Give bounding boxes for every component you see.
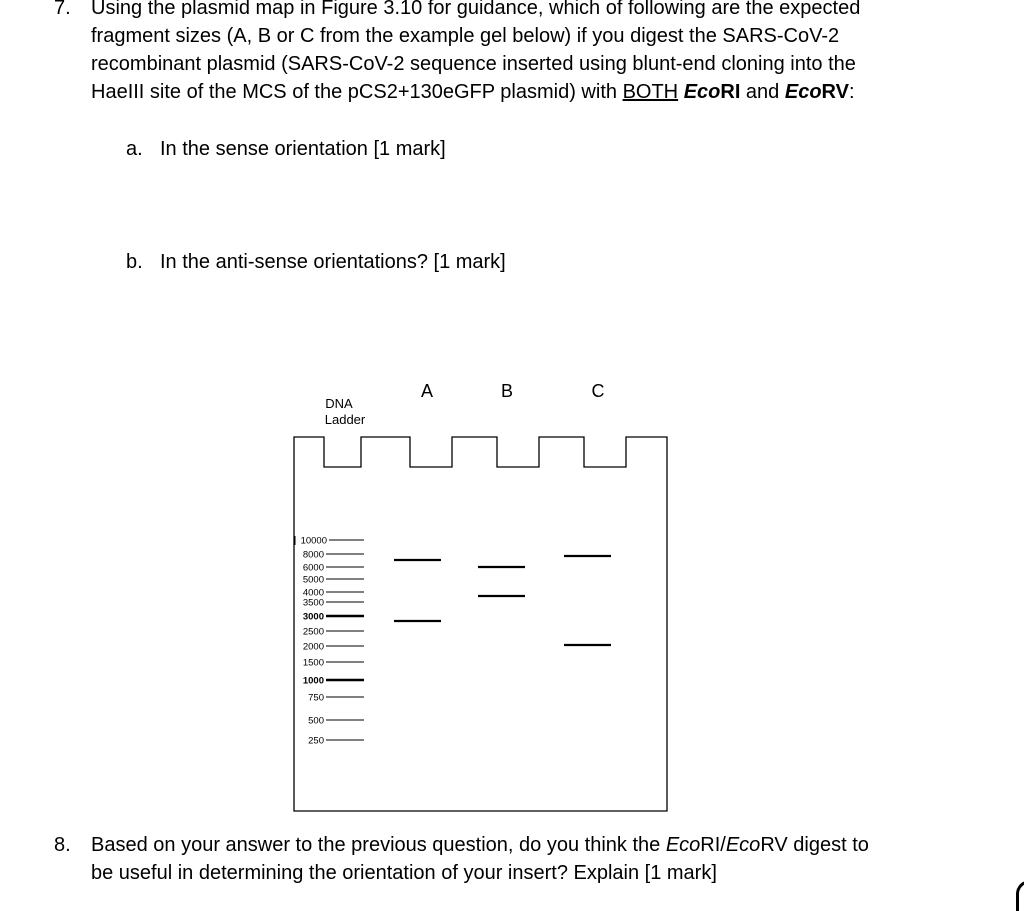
ladder-size-label: 2000 (302, 641, 324, 653)
question-7-line-4 (91, 78, 951, 106)
ladder-size-label: 1000 (302, 675, 324, 687)
question-7b-text: In the anti-sense orientations? [1 mark] (160, 251, 506, 273)
lane-label-b: B (500, 381, 514, 401)
ladder-size-label: 2500 (302, 626, 324, 638)
ladder-size-label: 3500 (302, 597, 324, 609)
ladder-size-label: 750 (308, 692, 324, 704)
question-8-line-2: be useful in determining the orientation of your insert? Explain [1 mark] (91, 862, 717, 884)
ecori-italic: Eco (683, 81, 721, 103)
question-7-text (91, 0, 951, 106)
question-7-line-3: recombinant plasmid (SARS-CoV-2 sequence inserted using blunt-end cloning into the (91, 53, 856, 75)
lane-label-a: A (420, 381, 434, 401)
question-7b-letter: b. (126, 251, 143, 273)
sample-bands (394, 556, 611, 645)
question-8-line-1 (91, 831, 951, 859)
question-7b (126, 248, 506, 276)
question-8-number: 8. (54, 834, 71, 856)
and-word: and (740, 81, 785, 103)
ecorv-italic-q8: Eco (725, 834, 761, 856)
ladder-size-label: 1500 (302, 657, 324, 669)
lane-label-c: C (591, 381, 605, 401)
question-7a-letter: a. (126, 138, 143, 160)
colon: : (848, 81, 855, 103)
ecori-mid-q8: RI/ (700, 834, 726, 856)
ladder-size-label: 10000 (300, 535, 327, 547)
question-8-line-1-end: RV digest to (760, 834, 869, 856)
question-8-line-1-start: Based on your answer to the previous question, do you think the (91, 834, 666, 856)
question-8-text (91, 831, 951, 887)
ladder-size-label: 3000 (302, 611, 324, 623)
question-7-number: 7. (54, 0, 71, 19)
ladder-size-label: 500 (308, 715, 324, 727)
question-7-line-4-start: HaeIII site of the MCS of the pCS2+130eGFP plasmid) with (91, 81, 623, 103)
ecorv-italic: Eco (784, 81, 822, 103)
ladder-size-label: 8000 (302, 549, 324, 561)
page-edge-mark (1016, 880, 1024, 911)
question-7-line-1: Using the plasmid map in Figure 3.10 for guidance, which of following are the expected (91, 0, 861, 19)
ladder-size-label: 6000 (302, 562, 324, 574)
both-emphasis: BOTH (622, 81, 679, 103)
question-7-line-2: fragment sizes (A, B or C from the example gel below) if you digest the SARS-CoV-2 (91, 25, 840, 47)
ladder-size-label: 4000 (302, 587, 324, 599)
gel-outline (294, 437, 667, 811)
question-7a-text: In the sense orientation [1 mark] (160, 138, 446, 160)
ladder-size-label: 5000 (302, 574, 324, 586)
question-7a (126, 135, 446, 163)
ecorv-suffix: RV (821, 81, 849, 103)
ladder-label-line-2: Ladder (324, 412, 366, 427)
ladder-size-label: 250 (308, 735, 324, 747)
ecori-italic-q8: Eco (665, 834, 701, 856)
dna-ladder (295, 536, 364, 747)
ladder-label-line-1: DNA (325, 396, 353, 411)
ecori-suffix: RI (720, 81, 741, 103)
